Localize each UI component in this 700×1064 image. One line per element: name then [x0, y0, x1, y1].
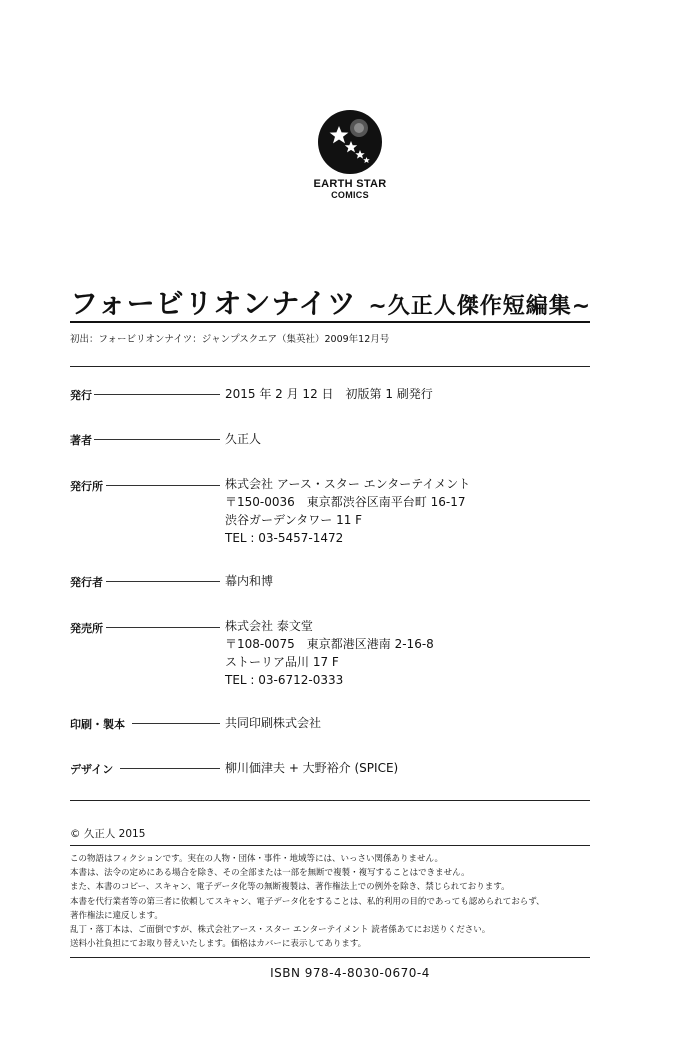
earth-star-emblem: [316, 108, 384, 176]
note-line: 著作権法に違反します。: [70, 910, 163, 921]
note-line: 送料小社負担にてお取り替えいたします。価格はカバーに表示してあります。: [70, 939, 367, 950]
printing-value: [225, 714, 321, 732]
issue-value: [225, 385, 433, 403]
colophon-top-rule: [70, 366, 590, 367]
copyright-notice: © 久正人 2015: [70, 828, 146, 840]
author-value: [225, 430, 261, 448]
design-value: [225, 759, 398, 777]
distributor-label: 発売所: [70, 622, 103, 635]
author-label: 著者: [70, 434, 92, 447]
leader-line: [94, 439, 220, 440]
note-line: 本書は、法令の定めにある場合を除き、その全部または一部を無断で複製・複写することはできません。: [70, 868, 470, 879]
publisher-person-label: 発行者: [70, 576, 103, 589]
issue-label: 発行: [70, 389, 92, 402]
note-line: この物語はフィクションです。実在の人物・団体・事件・地域等には、いっさい関係ありません。: [70, 854, 443, 864]
printer-name: 共同印刷株式会社: [225, 716, 322, 730]
designer-names: 柳川価津夫 + 大野裕介 (SPICE): [225, 761, 399, 775]
publisher-phone: TEL : 03-5457-1472: [225, 531, 344, 545]
design-label: デザイン: [70, 763, 114, 776]
book-subtitle: ~久正人傑作短編集~: [368, 294, 592, 319]
distributor-value: [225, 617, 434, 689]
distributor-address: 〒108-0075 東京都港区港南 2-16-8: [225, 637, 434, 651]
publisher-person-value: [225, 572, 273, 590]
leader-line: [120, 768, 220, 769]
publisher-logo: [0, 108, 700, 201]
distributor-phone: TEL : 03-6712-0333: [225, 673, 344, 687]
book-title-line: [70, 282, 670, 322]
isbn-rule: [70, 957, 590, 958]
leader-line: [106, 485, 220, 486]
notes-top-rule: [70, 845, 590, 846]
note-line: また、本書のコピー、スキャン、電子データ化等の無断複製は、著作権法上での例外を除き、禁じられております。: [70, 882, 510, 893]
leader-line: [94, 394, 220, 395]
issue-date: 2015 年 2 月 12 日 初版第 1 刷発行: [225, 387, 433, 401]
logo-sublabel: COMICS: [331, 190, 369, 200]
leader-line: [132, 723, 220, 724]
logo-label: EARTH STAR: [313, 178, 387, 190]
first-publication: 初出：フォービリオンナイツ：ジャンプスクエア（集英社）2009年12月号: [70, 334, 390, 345]
publisher-building: 渋谷ガーデンタワー 11 F: [225, 513, 363, 527]
note-line: 乱丁・落丁本は、ご面倒ですが、株式会社アース・スター エンターテイメント 読者係あてにお送りください。: [70, 925, 491, 936]
colophon-bottom-rule: [70, 800, 590, 801]
author-name: 久正人: [225, 432, 262, 446]
publisher-person-name: 幕内和博: [225, 574, 274, 588]
distributor-name: 株式会社 泰文堂: [225, 619, 313, 633]
leader-line: [106, 581, 220, 582]
legal-notes: [70, 852, 590, 951]
printing-label: 印刷・製本: [70, 718, 125, 731]
publisher-value: [225, 475, 470, 547]
leader-line: [106, 627, 220, 628]
publisher-address: 〒150-0036 東京都渋谷区南平台町 16-17: [225, 495, 466, 509]
title-rule: [70, 321, 590, 323]
isbn: ISBN 978-4-8030-0670-4: [270, 966, 430, 980]
publisher-label: 発行所: [70, 480, 103, 493]
note-line: 本書を代行業者等の第三者に依頼してスキャン、電子データ化をすることは、私的利用の目的であっても認められておらず、: [70, 896, 545, 907]
book-title: フォービリオンナイツ: [70, 287, 357, 320]
distributor-building: ストーリア品川 17 F: [225, 655, 339, 669]
publisher-name: 株式会社 アース・スター エンターテイメント: [225, 477, 471, 491]
